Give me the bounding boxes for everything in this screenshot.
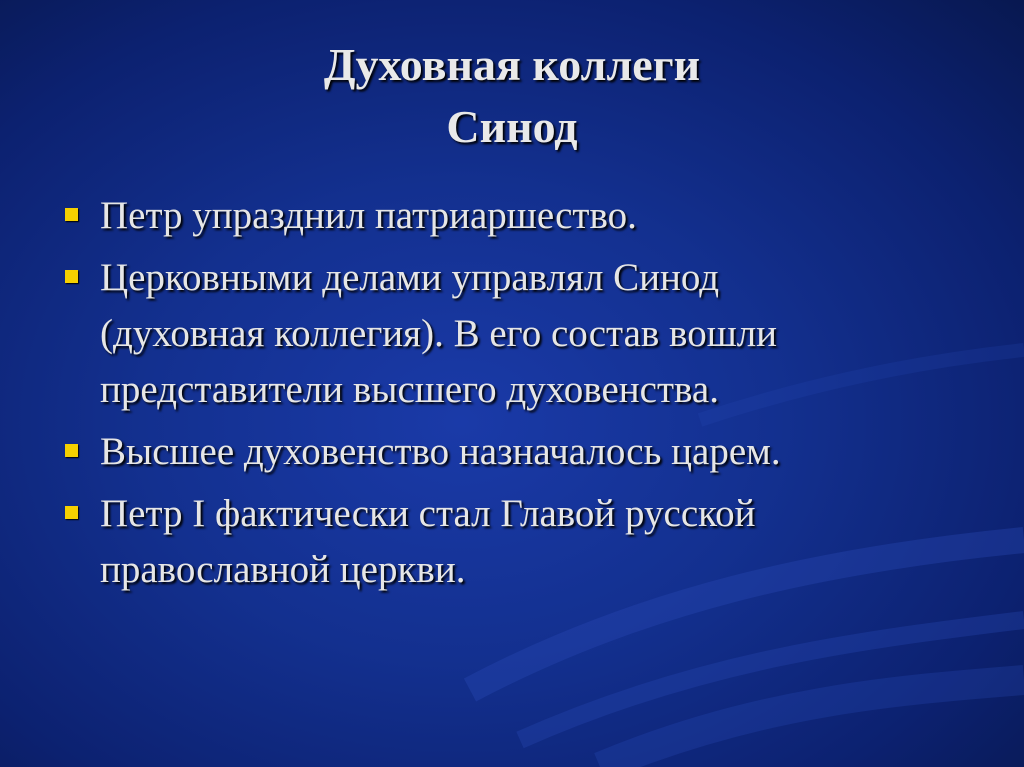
square-bullet-icon [65, 208, 78, 221]
bullet-item [60, 424, 960, 480]
slide-title [0, 34, 1024, 158]
bullet-item [60, 250, 960, 418]
bullet-text: Церковными делами управлял Синод [100, 256, 720, 299]
title-line-2: Синод [446, 101, 578, 152]
square-bullet-icon [65, 444, 78, 457]
bullet-text: представители высшего духовенства. [100, 368, 719, 411]
square-bullet-icon [65, 270, 78, 283]
bullet-item [60, 188, 960, 244]
bullet-text: православной церкви. [100, 548, 466, 591]
square-bullet-icon [65, 506, 78, 519]
bullet-text: Петр упразднил патриаршество. [100, 194, 637, 237]
bullet-text: Высшее духовенство назначалось царем. [100, 430, 781, 473]
bullet-list [60, 188, 960, 604]
title-line-1: Духовная коллеги [323, 39, 701, 90]
bullet-text: Петр I фактически стал Главой русской [100, 492, 756, 535]
bullet-text: (духовная коллегия). В его состав вошли [100, 312, 778, 355]
bullet-item [60, 486, 960, 598]
